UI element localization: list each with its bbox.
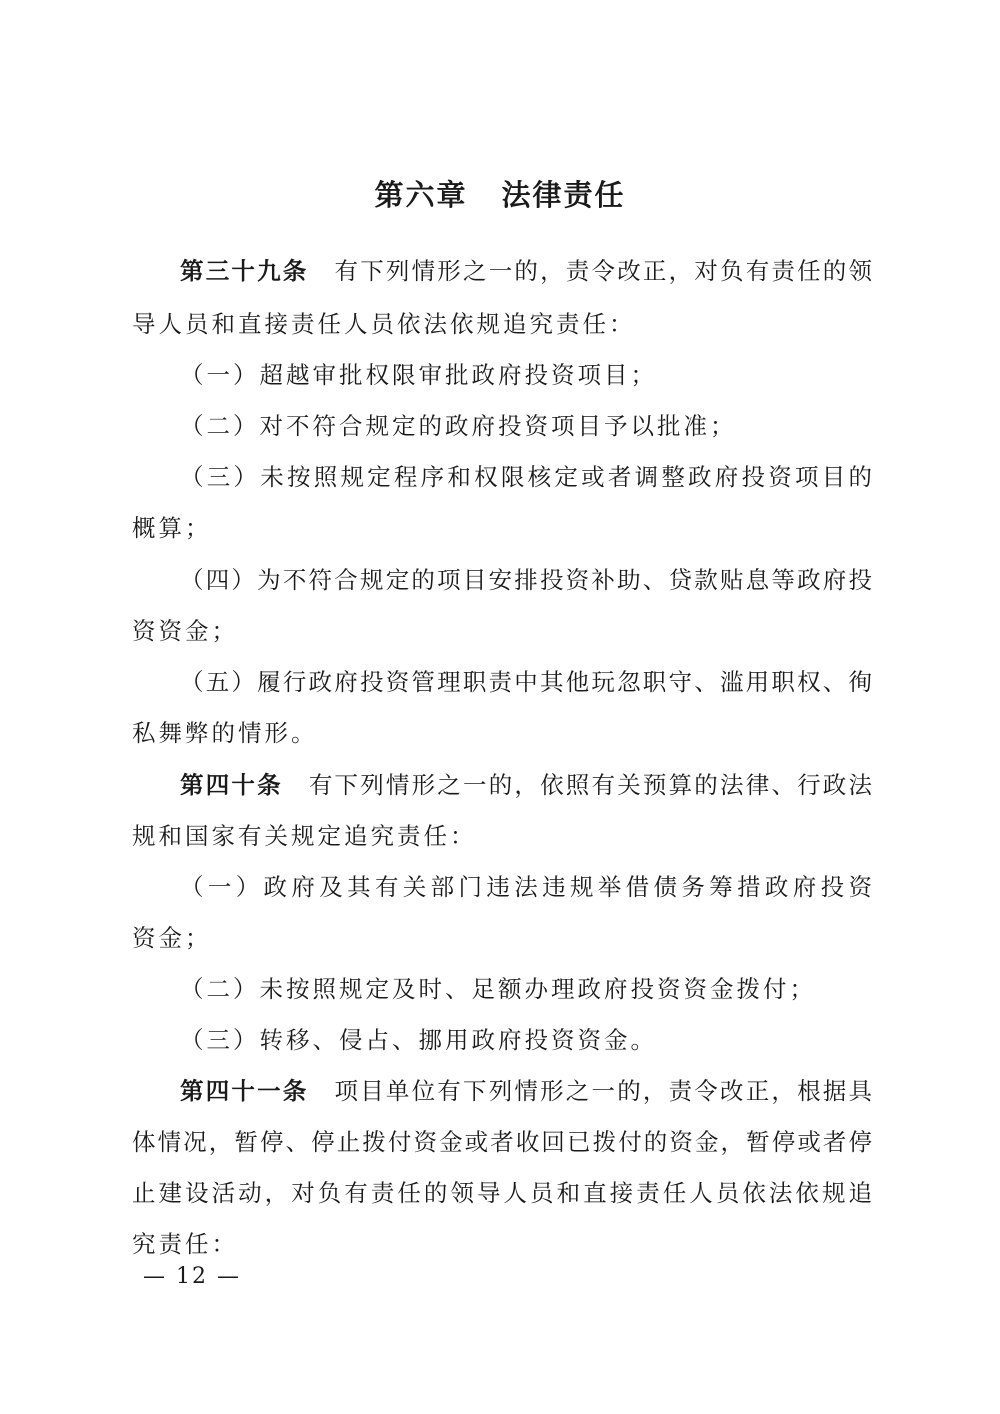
chapter-name: 法律责任	[501, 178, 626, 212]
article-39-item-1: （一）超越审批权限审批政府投资项目；	[180, 361, 657, 389]
article-39-item-2: （二）对不符合规定的政府投资项目予以批准；	[180, 412, 737, 440]
article-39-label: 第三十九条	[180, 257, 309, 285]
article-40-line-2: 规和国家有关规定追究责任：	[132, 822, 477, 850]
article-39-item-3-line-1: （三）未按照规定程序和权限核定或者调整政府投资项目的	[180, 463, 872, 491]
article-39-item-4-line-2: 资资金；	[132, 617, 238, 645]
article-40-item-1-line-2: 资金；	[132, 924, 212, 952]
article-39-item-3-line-2: 概算；	[132, 514, 212, 542]
article-40-item-2: （二）未按照规定及时、足额办理政府投资资金拨付；	[180, 975, 816, 1003]
article-39-item-4-line-1: （四）为不符合规定的项目安排投资补助、贷款贴息等政府投	[180, 566, 872, 594]
article-40-item-1-line-1: （一）政府及其有关部门违法违规举借债务筹措政府投资	[180, 873, 872, 901]
article-41-label: 第四十一条	[180, 1077, 309, 1105]
chapter-number: 第六章	[374, 178, 468, 212]
article-39-item-5-line-2: 私舞弊的情形。	[132, 719, 318, 747]
article-39-item-5-line-1: （五）履行政府投资管理职责中其他玩忽职守、滥用职权、徇	[180, 668, 872, 696]
article-41-line-4: 究责任：	[132, 1230, 238, 1258]
article-41-line-3: 止建设活动，对负有责任的领导人员和直接责任人员依法依规追	[132, 1179, 872, 1207]
article-39-line-1: 第三十九条 有下列情形之一的，责令改正，对负有责任的领	[180, 257, 872, 285]
article-41-line-2: 体情况，暂停、停止拨付资金或者收回已拨付的资金，暂停或者停	[132, 1128, 872, 1156]
article-40-item-3: （三）转移、侵占、挪用政府投资资金。	[180, 1026, 657, 1054]
article-39-line-2: 导人员和直接责任人员依法依规追究责任：	[132, 310, 636, 338]
article-40-line-1: 第四十条 有下列情形之一的，依照有关预算的法律、行政法	[180, 771, 873, 799]
chapter-title	[0, 170, 1000, 220]
page-number: — 12 —	[143, 1264, 241, 1289]
article-40-label: 第四十条	[180, 771, 283, 799]
article-41-line-1: 第四十一条 项目单位有下列情形之一的，责令改正，根据具	[180, 1077, 872, 1105]
